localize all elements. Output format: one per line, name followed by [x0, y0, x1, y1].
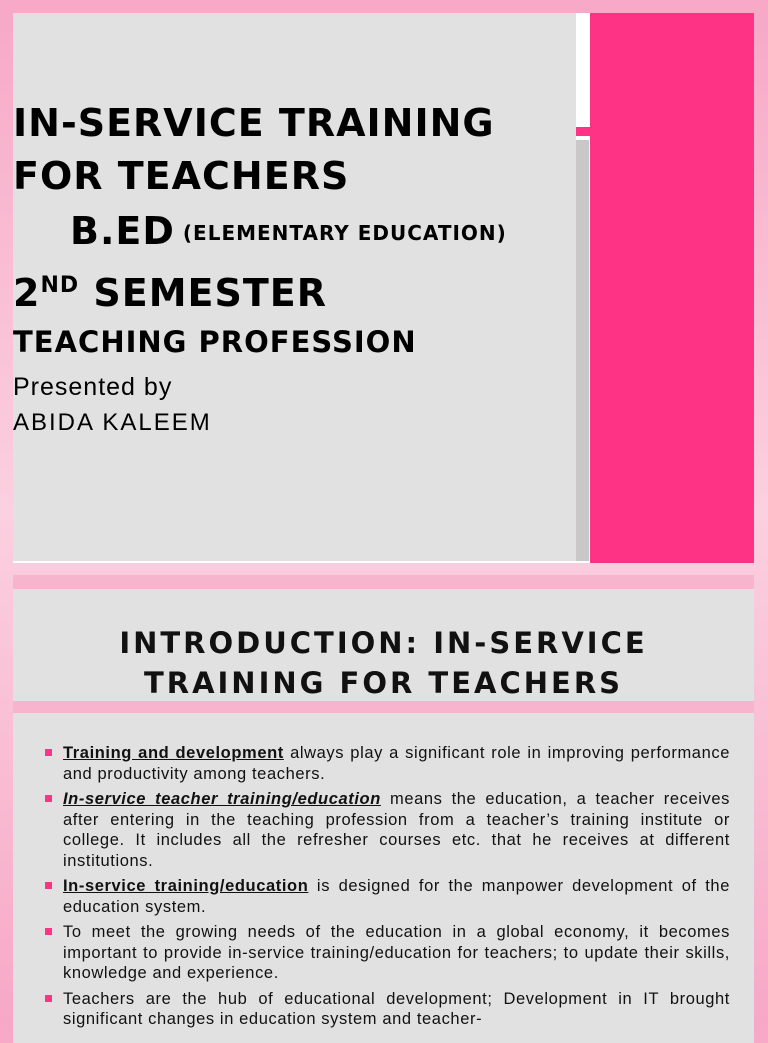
- bullet-text: is designed for the manpower development of the education system.: [63, 877, 730, 916]
- slide-title-line-1: INTRODUCTION: IN-SERVICE: [119, 626, 648, 660]
- bullet-text: To meet the growing needs of the education in a global economy, it becomes important to provide in-service training/education for teachers; to update their skills, knowledge and experience.: [63, 923, 730, 982]
- bullet-square-icon: [45, 882, 52, 889]
- bullet-text: means the education, a teacher receives after entering in the teaching profession from a teacher’s training institute or college. It includes all the refresher courses etc. that he receives at different institutions.: [63, 790, 730, 870]
- list-item: [43, 789, 730, 871]
- list-item: [43, 989, 730, 1030]
- list-item: [43, 743, 730, 784]
- accent-bar: [590, 13, 754, 563]
- bullet-key: In-service training/education: [63, 877, 309, 895]
- presented-by: Presented by: [13, 373, 173, 401]
- presenter-name: ABIDA KALEEM: [13, 409, 212, 436]
- introduction-slide: [13, 575, 754, 1035]
- bullet-square-icon: [45, 995, 52, 1002]
- semester-line: [13, 271, 593, 315]
- bullet-square-icon: [45, 928, 52, 935]
- bullet-list: [43, 743, 730, 1035]
- list-item: [43, 922, 730, 984]
- semester-word: SEMESTER: [79, 271, 327, 315]
- semester-suffix: ND: [40, 273, 80, 298]
- title-slide: [13, 13, 754, 563]
- bullet-text: Teachers are the hub of educational development; Development in IT brought significant changes in education system and teacher-: [63, 989, 730, 1028]
- subject: TEACHING PROFESSION: [13, 325, 417, 359]
- slide-title: [13, 623, 754, 703]
- bullet-square-icon: [45, 749, 52, 756]
- semester-number: 2: [13, 271, 41, 315]
- list-item: [43, 876, 730, 917]
- slide-body: [13, 713, 754, 1043]
- title-line-2: FOR TEACHERS: [13, 154, 350, 198]
- bullet-square-icon: [45, 795, 52, 802]
- bullet-key: Training and development: [63, 744, 284, 762]
- degree: B.ED: [70, 209, 175, 253]
- bullet-key: In-service teacher training/education: [63, 790, 381, 808]
- degree-line: [70, 209, 507, 253]
- title-line-1: IN-SERVICE TRAINING: [13, 101, 495, 145]
- slide-header: [13, 589, 754, 701]
- bullet-text: always play a significant role in improving performance and productivity among teachers.: [63, 744, 730, 783]
- degree-detail: (ELEMENTARY EDUCATION): [182, 221, 507, 245]
- slide-title-line-2: TRAINING FOR TEACHERS: [143, 666, 624, 700]
